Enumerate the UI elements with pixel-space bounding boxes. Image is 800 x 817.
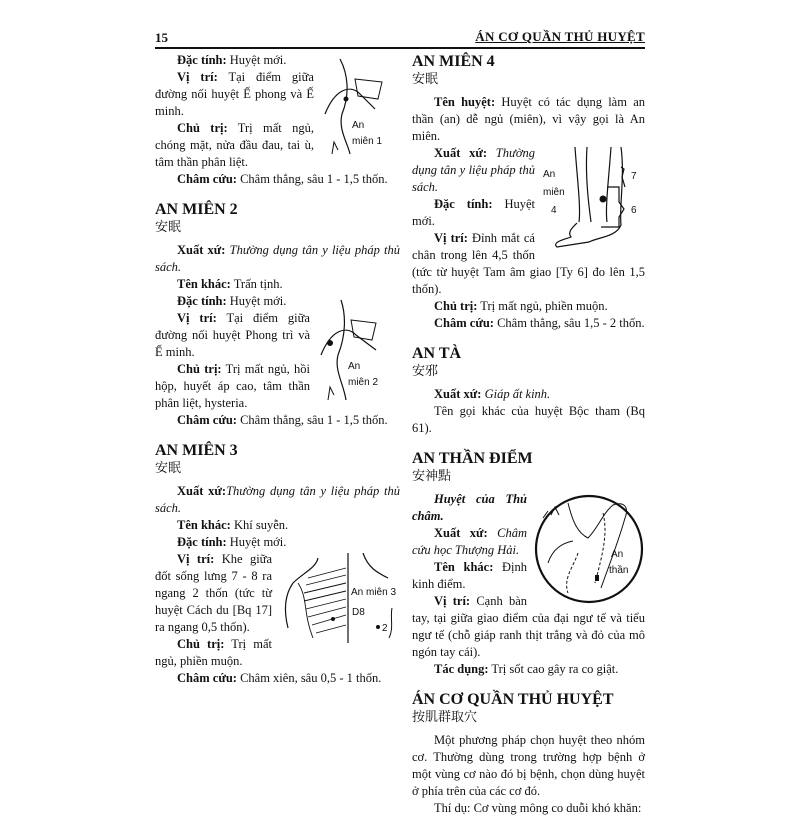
paragraph bbox=[155, 242, 400, 276]
text: Châm xiên, sâu 0,5 - 1 thốn. bbox=[236, 671, 382, 685]
label: Đặc tính: bbox=[434, 197, 493, 211]
text: Định kinh điểm. bbox=[412, 560, 528, 591]
label: Chủ trị: bbox=[434, 299, 478, 313]
chinese-title: 安邪 bbox=[412, 364, 439, 379]
paragraph bbox=[155, 171, 400, 188]
paragraph bbox=[155, 534, 400, 551]
label: Tên khác: bbox=[177, 518, 231, 532]
figure-label: miên 2 bbox=[348, 377, 379, 388]
text: Trị mất ngủ, phiền muộn. bbox=[477, 299, 608, 313]
text: Trấn tịnh. bbox=[230, 277, 283, 291]
paragraph bbox=[155, 412, 400, 429]
text: Huyệt mới. bbox=[226, 294, 287, 308]
text: Đỉnh mắt cá chân trong lên 4,5 thốn (tức từ huyệt Tam âm giao [Ty 6] đo lên 1,5 thốn). bbox=[412, 231, 645, 296]
figure-label: 7 bbox=[631, 171, 637, 182]
chinese-title: 安眠 bbox=[155, 220, 182, 235]
paragraph: Huyệt của Thủ châm. bbox=[412, 492, 527, 523]
an-mien-3-section bbox=[155, 441, 400, 687]
an-than-diem-section bbox=[412, 449, 645, 678]
label: Vị trí: bbox=[177, 311, 217, 325]
an-mien-2-section bbox=[155, 200, 400, 429]
figure-label: D8 bbox=[352, 607, 365, 618]
text: Khí suyễn. bbox=[230, 518, 289, 532]
paragraph bbox=[412, 386, 645, 403]
text: Thường dụng tân y liệu pháp thủ sách. bbox=[155, 243, 400, 274]
paragraph bbox=[412, 661, 645, 678]
label: Vị trí: bbox=[434, 231, 468, 245]
text: Giáp ất kinh. bbox=[481, 387, 551, 401]
section-title: AN MIÊN 3 bbox=[155, 442, 238, 459]
an-mien-1-section bbox=[155, 52, 400, 188]
paragraph bbox=[155, 670, 400, 687]
section-title: AN MIÊN 4 bbox=[412, 53, 495, 70]
label: Chủ trị: bbox=[177, 637, 225, 651]
label: Vị trí: bbox=[177, 70, 218, 84]
paragraph bbox=[412, 298, 645, 315]
label: Đặc tính: bbox=[177, 294, 227, 308]
text: Huyệt mới. bbox=[226, 53, 287, 67]
text: Cạnh bàn tay, tại giữa giao điểm của đại ngư tế và tiểu ngư tế (chỗ giáp ranh thịt trắng và đỏ của mô ngón tay cái). bbox=[412, 594, 645, 659]
label: Châm cứu: bbox=[177, 413, 237, 427]
section-title: ÁN CƠ QUẦN THỦ HUYỆT bbox=[412, 691, 614, 708]
an-mien-4-section bbox=[412, 52, 645, 332]
hand-illustration-an-than-diem bbox=[533, 493, 645, 605]
figure-label: An miên 3 bbox=[351, 587, 397, 598]
figure-label: 2 bbox=[382, 623, 388, 634]
text: Huyệt mới. bbox=[412, 197, 535, 228]
figure-label: miên bbox=[543, 187, 565, 198]
an-ta-section bbox=[412, 344, 645, 437]
text: Châm thẳng, sâu 1 - 1,5 thốn. bbox=[236, 413, 388, 427]
leg-illustration-an-mien-4 bbox=[541, 147, 645, 255]
label: Tên khác: bbox=[434, 560, 494, 574]
figure-label: An bbox=[348, 361, 361, 372]
head-illustration-an-mien-2 bbox=[316, 295, 400, 407]
figure-label: An bbox=[543, 169, 556, 180]
label: Xuất xứ: bbox=[434, 526, 488, 540]
page-number: 15 bbox=[155, 30, 168, 45]
chinese-title: 安神點 bbox=[412, 469, 452, 484]
right-column bbox=[412, 52, 645, 817]
paragraph: Tên gọi khác của huyệt Bộc tham (Bq 61). bbox=[412, 404, 645, 435]
label: Châm cứu: bbox=[434, 316, 494, 330]
text: Trị mất ngủ, phiền muộn. bbox=[155, 637, 272, 668]
paragraph bbox=[155, 276, 400, 293]
paragraph bbox=[155, 517, 400, 534]
label: Xuất xứ: bbox=[434, 387, 482, 401]
text: Huyệt có tác dụng làm an thần (an) dễ ngủ (miên), vì vậy gọi là An miên. bbox=[412, 95, 645, 143]
label: Xuất xứ: bbox=[177, 243, 226, 257]
text: Khe giữa đốt sống lưng 7 - 8 ra ngang 2 thốn (tức từ huyệt Cách du [Bq 17] ra ngang 0,5 thốn). bbox=[155, 552, 272, 634]
label: Chủ trị: bbox=[177, 362, 222, 376]
label: Tác dụng: bbox=[434, 662, 489, 676]
figure-label: An bbox=[611, 549, 624, 560]
label: Đặc tính: bbox=[177, 53, 227, 67]
chinese-title: 安眠 bbox=[412, 72, 439, 87]
label: Đặc tính: bbox=[177, 535, 227, 549]
head-illustration-an-mien-1 bbox=[320, 54, 400, 166]
text: Thường dụng tân y liệu pháp thủ sách. bbox=[412, 146, 535, 194]
figure-label: thần bbox=[609, 565, 629, 576]
chinese-title: 按肌群取穴 bbox=[412, 710, 478, 725]
figure-label: 4 bbox=[551, 205, 557, 216]
label: Vị trí: bbox=[177, 552, 215, 566]
header-rule bbox=[155, 47, 645, 49]
text: Trị mất ngủ, hồi hộp, huyết áp cao, tâm thần phân liệt, hysteria. bbox=[155, 362, 311, 410]
label: Châm cứu: bbox=[177, 671, 237, 685]
left-column bbox=[155, 52, 400, 687]
label: Chủ trị: bbox=[177, 121, 228, 135]
section-title: AN TÀ bbox=[412, 345, 462, 362]
text: Tại điểm giữa đường nối huyệt Phong trì và Ế minh. bbox=[155, 311, 310, 359]
text: Trị mất ngủ, chóng mặt, nửa đầu đau, tai ù, tâm thần phân liệt. bbox=[155, 121, 314, 169]
label: Xuất xứ: bbox=[434, 146, 488, 160]
label: Xuất xứ: bbox=[177, 484, 227, 498]
label: Vị trí: bbox=[434, 594, 471, 608]
figure-label: miên 1 bbox=[352, 136, 383, 147]
section-title: AN THẦN ĐIỂM bbox=[412, 450, 533, 467]
back-illustration-an-mien-3 bbox=[278, 553, 400, 649]
section-title: AN MIÊN 2 bbox=[155, 201, 238, 218]
paragraph bbox=[155, 483, 400, 517]
label: Châm cứu: bbox=[177, 172, 237, 186]
text: Trị sốt cao gây ra co giật. bbox=[488, 662, 619, 676]
label: Tên huyệt: bbox=[434, 95, 496, 109]
paragraph bbox=[412, 315, 645, 332]
running-title: ÁN CƠ QUẦN THỦ HUYỆT bbox=[475, 29, 645, 44]
paragraph: Một phương pháp chọn huyệt theo nhóm cơ. Thường dùng trong trường hợp bệnh ở một vùng cơ nào đó bị bệnh, chọn dùng huyệt ở phía trên của các cơ đó. bbox=[412, 733, 645, 798]
an-co-quan-thu-huyet-section bbox=[412, 690, 645, 817]
paragraph bbox=[412, 94, 645, 145]
text: Huyệt mới. bbox=[226, 535, 287, 549]
figure-label: An bbox=[352, 120, 365, 131]
text: Tại điểm giữa đường nối huyệt Ế phong và Ế minh. bbox=[155, 70, 314, 118]
text: Thường dụng tân y liệu pháp thủ sách. bbox=[155, 484, 400, 515]
figure-label: 6 bbox=[631, 205, 637, 216]
paragraph: Thí dụ: Cơ vùng mông co duỗi khó khăn: bbox=[434, 801, 642, 815]
label: Tên khác: bbox=[177, 277, 231, 291]
text: Châm thẳng, sâu 1 - 1,5 thốn. bbox=[236, 172, 388, 186]
text: Châm thẳng, sâu 1,5 - 2 thốn. bbox=[493, 316, 645, 330]
text: Châm cứu học Thượng Hải. bbox=[412, 526, 527, 557]
chinese-title: 安眠 bbox=[155, 461, 182, 476]
